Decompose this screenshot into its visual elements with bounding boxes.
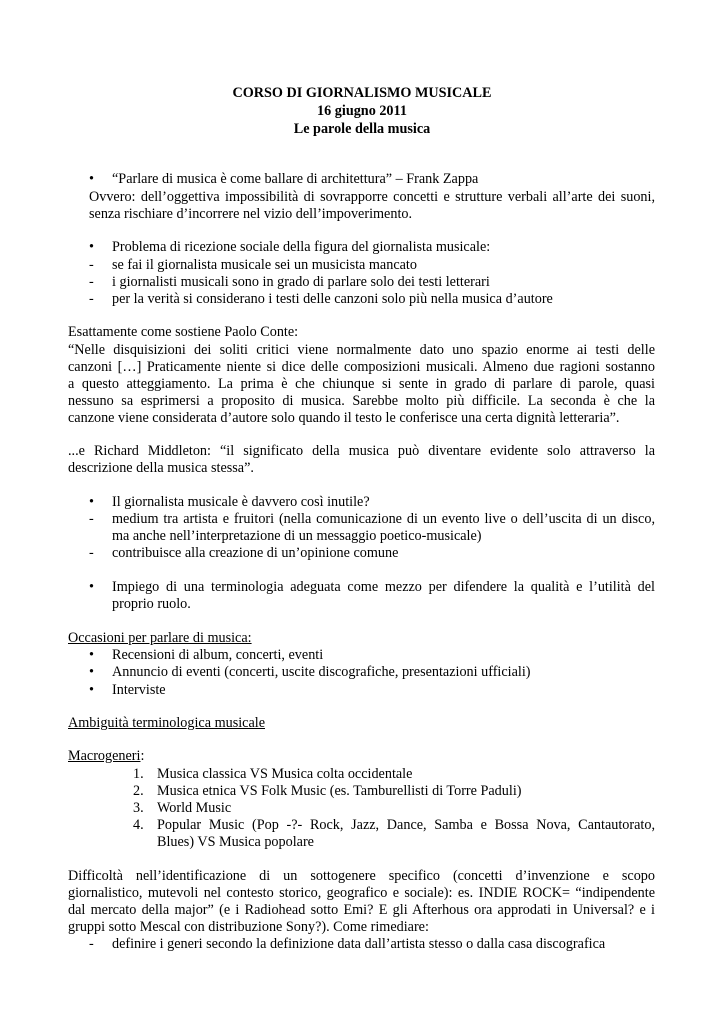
list-item: Annuncio di eventi (concerti, uscite discografiche, presentazioni ufficiali): [112, 664, 531, 680]
bullet-text: Impiego di una terminologia adeguata come mezzo per difendere la qualità e l’utilità del: [112, 579, 655, 595]
conte-intro: Esattamente come sostiene Paolo Conte:: [68, 324, 299, 340]
dash-item: se fai il giornalista musicale sei un musicista mancato: [112, 257, 417, 273]
document-subtitle: Le parole della musica: [293, 121, 431, 137]
zappa-quote: “Parlare di musica è come ballare di architettura” – Frank Zappa: [112, 171, 479, 187]
dash-marker: -: [89, 291, 94, 307]
bullet-text: Il giornalista musicale è davvero così inutile?: [112, 494, 370, 510]
document-date: 16 giugno 2011: [317, 103, 407, 119]
difficolta-line: dal mercato della major” (e i Radiohead sotto Emi? E gli Afterhous ora approdati in Universal? e i: [68, 902, 655, 918]
conte-quote-line: nessuno sa esprimersi a proposito di musica. Sarebbe molto più difficile. La seconda è che la: [68, 393, 655, 409]
list-number: 1.: [133, 766, 144, 782]
dash-item: medium tra artista e fruitori (nella comunicazione di un evento live o dell’uscita di un disco,: [112, 511, 655, 527]
dash-marker: -: [89, 545, 94, 561]
dash-marker: -: [89, 257, 94, 273]
middleton-line: ...e Richard Middleton: “il significato della musica può diventare evidente solo attraverso la: [68, 443, 655, 459]
dash-item: per la verità si considerano i testi delle canzoni solo più nella musica d’autore: [112, 291, 553, 307]
list-number: 3.: [133, 800, 144, 816]
dash-item: contribuisce alla creazione di un’opinione comune: [112, 545, 399, 561]
difficolta-line: giornalistico, mutevoli nel contesto storico, geografico e sociale): es. INDIE ROCK= “indipendente: [68, 885, 655, 901]
macrogeneri-heading-text: Macrogeneri: [68, 748, 141, 764]
numbered-item-cont: Blues) VS Musica popolare: [157, 834, 314, 850]
bullet-marker: •: [89, 239, 94, 255]
middleton-line: descrizione della musica stessa”.: [68, 460, 254, 476]
bullet-text-cont: proprio ruolo.: [112, 596, 191, 612]
conte-quote-line: “Nelle disquisizioni dei soliti critici viene normalmente dato uno spazio enorme ai testi delle: [68, 342, 655, 358]
conte-quote-line: canzone viene considerata d’autore solo quando il testo le conferisce una certa dignità letteraria”.: [68, 410, 620, 426]
bullet-marker: •: [89, 171, 94, 187]
bullet-marker: •: [89, 579, 94, 595]
document-title: CORSO DI GIORNALISMO MUSICALE: [232, 85, 492, 101]
conte-quote-line: canzoni […] Praticamente niente si dice delle composizioni musicali. Almeno due ragioni sostanno: [68, 359, 655, 375]
bullet-text: Problema di ricezione sociale della figura del giornalista musicale:: [112, 239, 491, 255]
difficolta-line: Difficoltà nell’identificazione di un sottogenere specifico (concetti d’invenzione e scopo: [68, 868, 655, 884]
list-item: Recensioni di album, concerti, eventi: [112, 647, 324, 663]
macrogeneri-colon: :: [140, 748, 145, 764]
list-number: 2.: [133, 783, 144, 799]
ambiguita-heading: Ambiguità terminologica musicale: [68, 715, 265, 731]
numbered-item: World Music: [157, 800, 232, 816]
dash-item: i giornalisti musicali sono in grado di parlare solo dei testi letterari: [112, 274, 490, 290]
numbered-item: Popular Music (Pop -?- Rock, Jazz, Dance, Samba e Bossa Nova, Cantautorato,: [157, 817, 655, 833]
numbered-item: Musica classica VS Musica colta occidentale: [157, 766, 413, 782]
bullet-marker: •: [89, 494, 94, 510]
difficolta-line: gruppi sotto Mescal con distribuzione Sony?). Come rimediare:: [68, 919, 429, 935]
macrogeneri-heading: [68, 748, 144, 766]
numbered-item: Musica etnica VS Folk Music (es. Tamburellisti di Torre Paduli): [157, 783, 522, 799]
dash-marker: -: [89, 274, 94, 290]
conte-quote-line: a questo atteggiamento. La prima è che chiunque si sente in grado di parlare di parole, quasi: [68, 376, 655, 392]
occasioni-heading: Occasioni per parlare di musica:: [68, 630, 252, 646]
body-line: Ovvero: dell’oggettiva impossibilità di sovrapporre concetti e strutture verbali all’arte dei suoni,: [89, 189, 655, 205]
bullet-marker: •: [89, 664, 94, 680]
bullet-marker: •: [89, 682, 94, 698]
dash-marker: -: [89, 511, 94, 527]
dash-item-cont: ma anche nell’interpretazione di un messaggio poetico-musicale): [112, 528, 482, 544]
list-number: 4.: [133, 817, 144, 833]
dash-marker: -: [89, 936, 94, 952]
list-item: Interviste: [112, 682, 166, 698]
body-line: senza rischiare d’incorrere nel vizio dell’impoverimento.: [89, 206, 413, 222]
bullet-marker: •: [89, 647, 94, 663]
dash-item: definire i generi secondo la definizione data dall’artista stesso o dalla casa discografica: [112, 936, 606, 952]
